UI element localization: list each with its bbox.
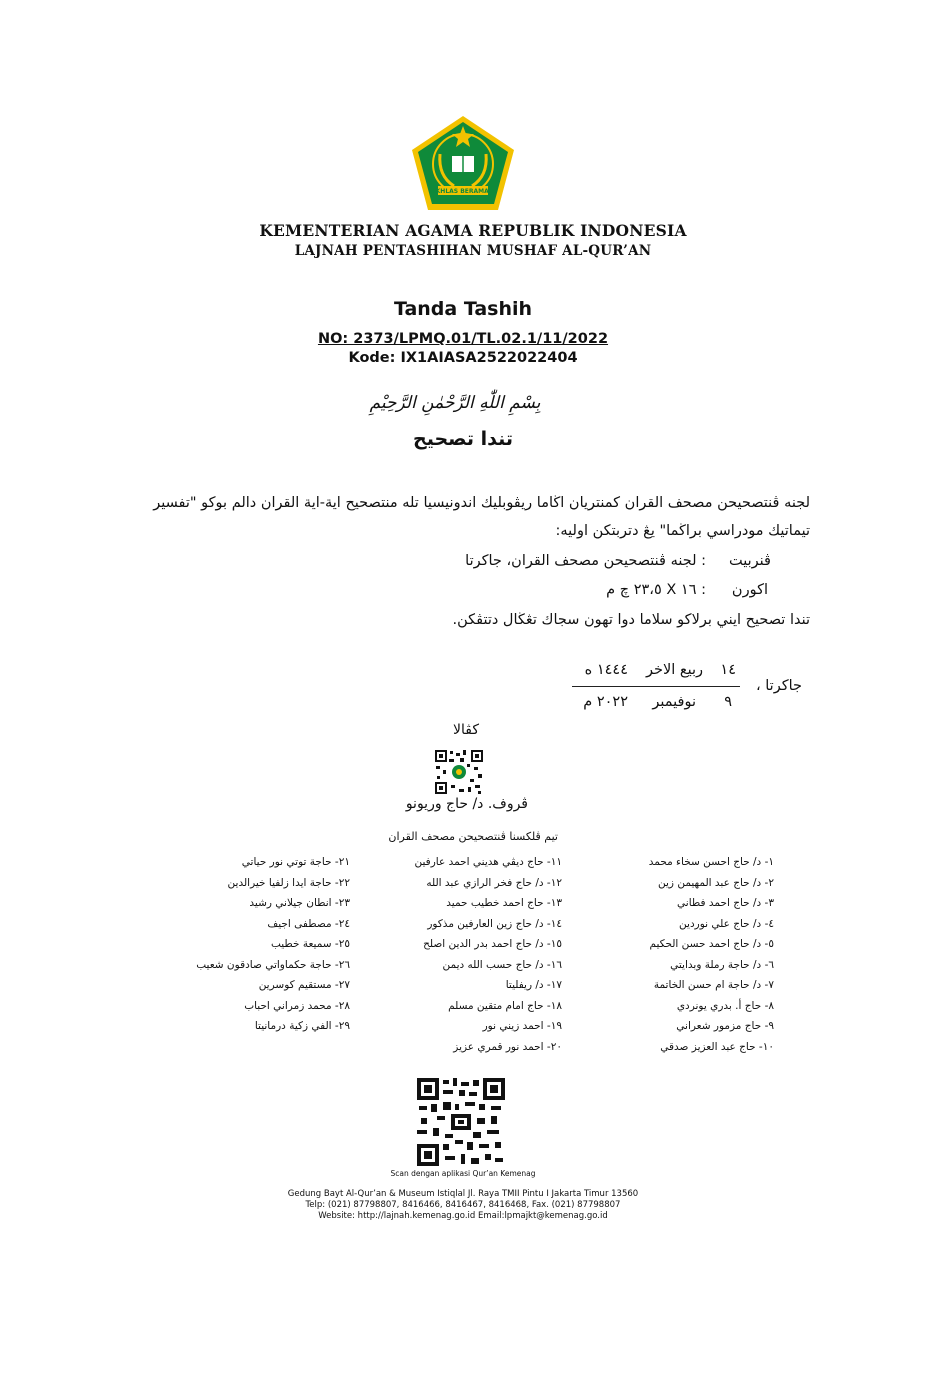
team-member: ٥- د/ حاج احمد حسن الحكيم (649, 938, 774, 950)
emblem-ribbon-text: IKHLAS BERAMAL (433, 188, 493, 195)
validity-statement: تندا تصحيح ايني برلاكو سلاما دوا تهون سجاك تڠڬال دتتڤكن. (452, 612, 810, 628)
team-member: ١٨- حاج امام متقين مسلم (448, 999, 562, 1012)
footer-qr-code-icon[interactable] (417, 1078, 505, 1166)
qr-code-icon (434, 749, 484, 795)
team-member: ٢٧- مستقيم كوسرين (258, 979, 350, 991)
hijri-month: ربيع الاخر (645, 662, 703, 678)
team-column-3 (150, 856, 350, 1041)
intro-line-1: لجنه ڤنتصحيحن مصحف القران كمنتريان اڬاما ريڤوبليك اندونيسيا تله منتصحيح اية-اية القران دالم بوكو "تفسير (153, 495, 810, 511)
gregorian-day: ٩ (724, 694, 732, 710)
team-member: ٢- د/ حاج عبد المهيمن زين (658, 876, 774, 889)
team-member: ٨- حاج أ. بدري يونردي (676, 999, 774, 1012)
team-member: ١٣- حاج احمد خطيب حميد (446, 897, 562, 909)
team-member: ١٦- د/ حاج حسب الله ديمن (442, 958, 562, 971)
team-heading: تيم ڤلكسنا ڤنتصحيحن مصحف القران (388, 830, 558, 843)
team-column-2 (362, 856, 562, 1061)
team-member: ٢٤- مصطفى اجيف (267, 917, 350, 930)
footer-address: Gedung Bayt Al-Qur’an & Museum Istiqlal Jl. Raya TMII Pintu I Jakarta Timur 13560 (287, 1189, 639, 1199)
document-code: Kode: IX1AIASA2522022404 (348, 350, 578, 366)
team-column-1 (574, 856, 774, 1061)
team-member: ٢٠- احمد نور قمري عزيز (453, 1040, 562, 1053)
kemenag-emblem-icon (410, 114, 516, 212)
footer-phone: Telp: (021) 87798807, 8416466, 8416467, 8416468, Fax. (021) 87798807 (305, 1200, 621, 1210)
team-member: ٢٨- محمد زمراني احباب (244, 999, 350, 1012)
team-member: ٤- د/ حاج علي نوردين (679, 917, 774, 930)
intro-line-2: تيماتيك مودراسي براڬما" يڠ دتربتكن اوليه: (555, 523, 810, 539)
team-member: ١٧- د/ ريفليتا (505, 979, 562, 991)
document-number: NO: 2373/LPMQ.01/TL.02.1/11/2022 (317, 331, 609, 347)
team-member: ٩- حاج مزمور شعراني (676, 1020, 774, 1032)
gregorian-month: نوفيمبر (652, 694, 696, 710)
team-member: ٢٢- حاجة ايدا زلفيا خيرالدين (227, 876, 350, 889)
team-member: ٢٣- انطان جيلاني رشيد (249, 897, 350, 909)
hijri-day: ١٤ (720, 662, 736, 678)
gregorian-year: ٢٠٢٢ م (583, 694, 628, 710)
basmala-calligraphy: بِسْمِ اللّٰهِ الرَّحْمٰنِ الرَّحِيْمِ (369, 393, 541, 413)
team-member: ١٤- د/ حاج زين العارفين مذكور (427, 917, 562, 930)
team-member: ٢٩- الفي زكية درمانيتا (254, 1020, 350, 1032)
team-member: ١١- حاج ديڤي هديني احمد عارفين (414, 856, 562, 868)
hijri-year: ١٤٤٤ ه (584, 662, 628, 678)
scan-instruction: Scan dengan aplikasi Qur’an Kemenag (390, 1169, 536, 1178)
team-member: ٧- د/ حاجة ام حسن الخاتمة (653, 979, 774, 991)
team-member: ١٩- احمد زيني نور (482, 1020, 562, 1032)
team-member: ١٠- حاج عبد العزيز صدقي (660, 1040, 774, 1053)
publisher-label: ڤنربيت (729, 553, 771, 569)
date-city: جاكرتا ، (755, 678, 802, 694)
institution-name: LAJNAH PENTASHIHAN MUSHAF AL-QUR’AN (294, 243, 652, 259)
team-member: ٢٦- حاجة حكماواتي صادقون شعيب (196, 958, 350, 971)
document-title: Tanda Tashih (393, 298, 533, 320)
footer-website: Website: http://lajnah.kemenag.go.id Email:lpmajkt@kemenag.go.id (318, 1211, 608, 1221)
arabic-title: تندا تصحيح (413, 428, 513, 450)
ministry-name: KEMENTERIAN AGAMA REPUBLIK INDONESIA (259, 221, 687, 240)
team-member: ١٥- د/ حاج احمد بدر الدين اصلح (423, 938, 562, 950)
team-member: ٢١- حاجة توتي نور حياتي (241, 856, 350, 868)
signatory-name: ڤروف. د/ حاج وريونو (405, 796, 528, 812)
publisher-value: : لجنه ڤنتصحيحن مصحف القران، جاكرتا (465, 553, 706, 569)
size-label: اکورن (731, 582, 768, 598)
team-member: ١- د/ حاج احسن سخاء محمد (648, 856, 774, 868)
team-member: ٣- د/ حاج احمد فطاني (677, 897, 774, 909)
team-member: ٢٥- سميعة خطيب (270, 938, 350, 950)
size-value: : ١٦ X ٢٣،٥ چ م (606, 582, 706, 598)
team-member: ١٢- د/ حاج فخر الرازي عبد الله (426, 876, 562, 889)
date-divider (572, 686, 740, 687)
team-member: ٦- د/ حاجة رملة وبدايتي (670, 958, 774, 971)
signatory-title: كڤالا (453, 722, 479, 738)
